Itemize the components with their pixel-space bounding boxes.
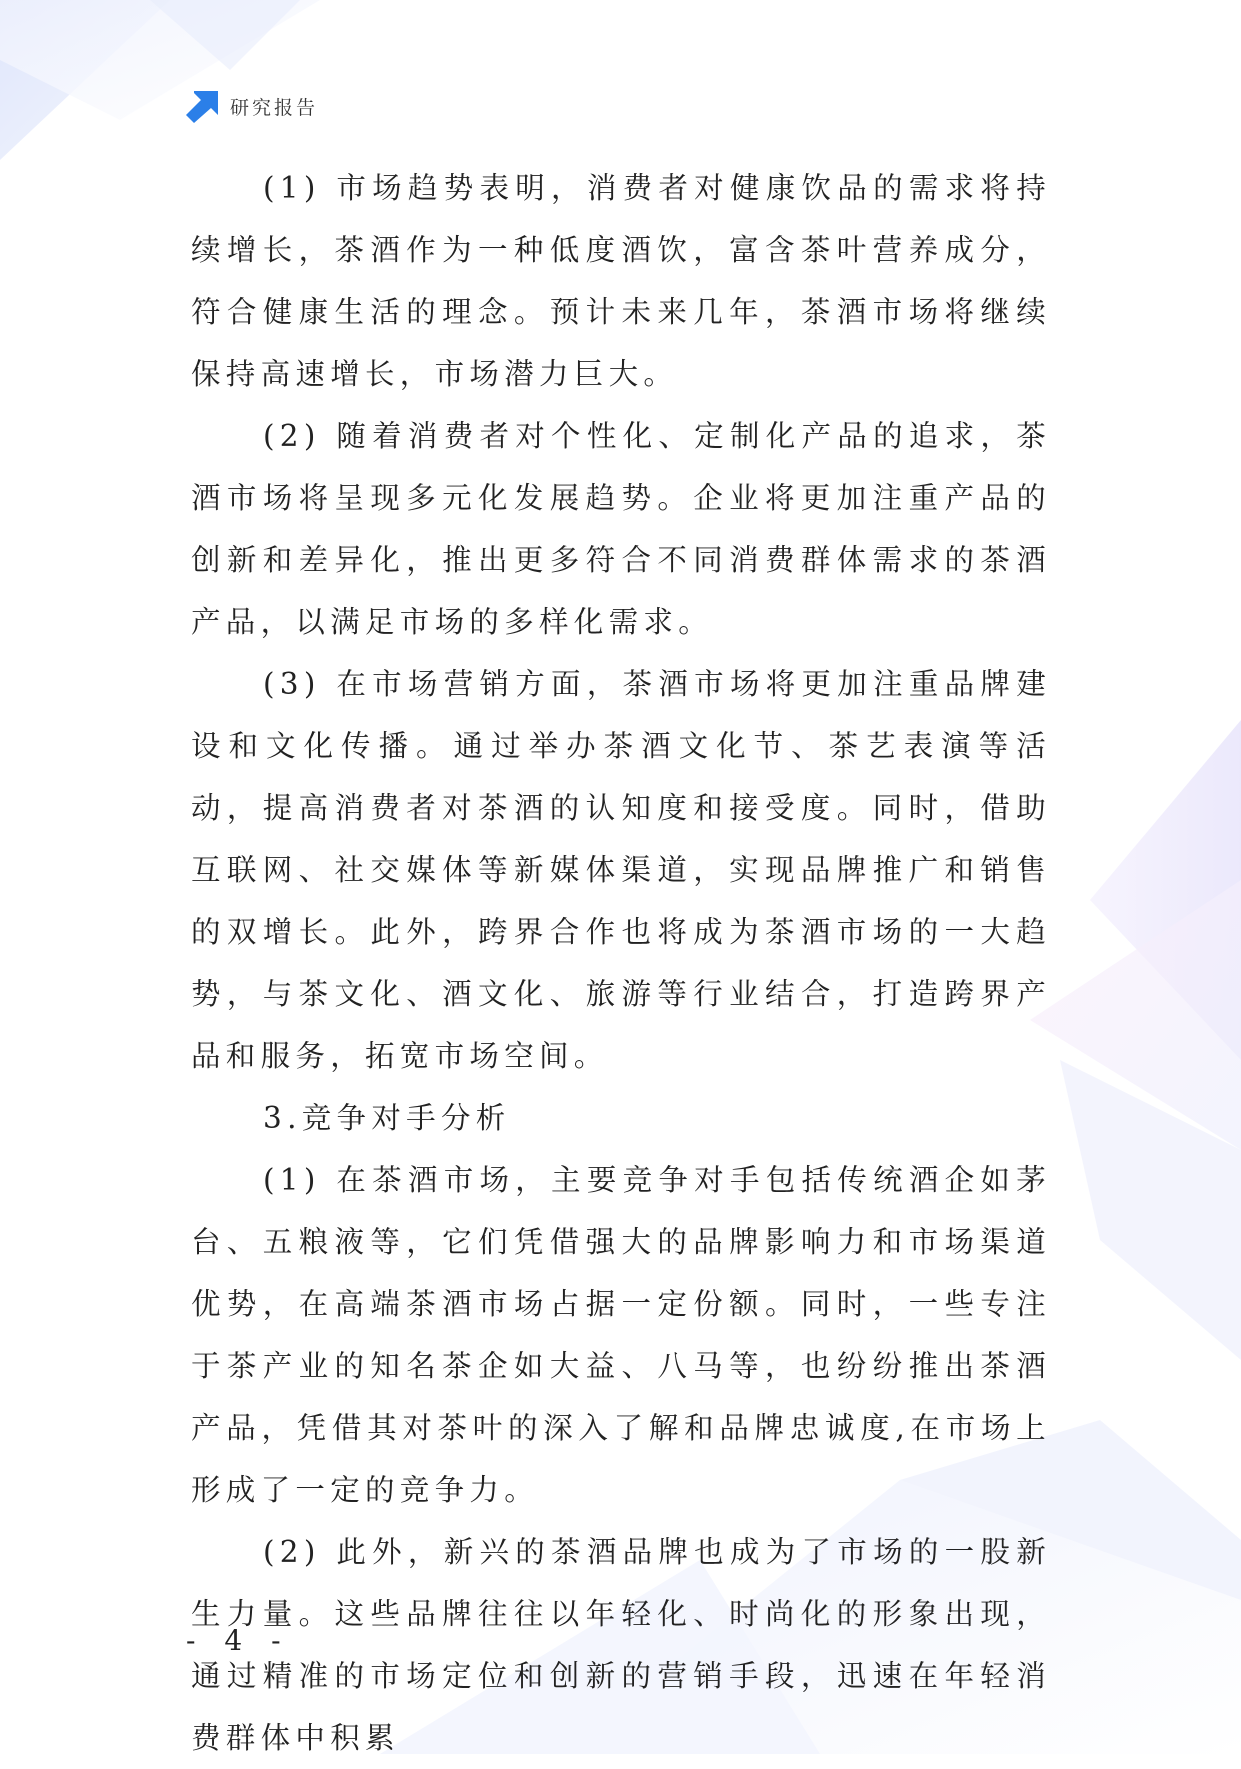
arrow-up-right-icon — [186, 89, 220, 123]
section-heading: 3.竞争对手分析 — [263, 1101, 511, 1135]
page-number: - 4 - — [186, 1624, 291, 1657]
report-header — [186, 88, 318, 124]
header-title: 研究报告 — [230, 96, 319, 119]
paragraph-competitor-1: (1) 在茶酒市场，主要竞争对手包括传统酒企如茅台、五粮液等，它们凭借强大的品牌影响力和市场渠道优势，在高端茶酒市场占据一定份额。同时，一些专注于茶产业的知名茶企如大益、八马等，也纷纷推出茶酒产品，凭借其对茶叶的深入了解和品牌忠诚度,在市场上形成了一定的竞争力。 — [191, 1163, 1051, 1507]
paragraph-trend-2: (2) 随着消费者对个性化、定制化产品的追求，茶酒市场将呈现多元化发展趋势。企业将更加注重产品的创新和差异化，推出更多符合不同消费群体需求的茶酒产品，以满足市场的多样化需求。 — [191, 419, 1051, 639]
paragraph-trend-3: (3) 在市场营销方面，茶酒市场将更加注重品牌建设和文化传播。通过举办茶酒文化节、茶艺表演等活动，提高消费者对茶酒的认知度和接受度。同时，借助互联网、社交媒体等新媒体渠道，实现品牌推广和销售的双增长。此外，跨界合作也将成为茶酒市场的一大趋势，与茶文化、酒文化、旅游等行业结合，打造跨界产品和服务，拓宽市场空间。 — [191, 667, 1051, 1073]
document-body — [191, 157, 1051, 1769]
paragraph-competitor-2: (2) 此外，新兴的茶酒品牌也成为了市场的一股新生力量。这些品牌往往以年轻化、时尚化的形象出现，通过精准的市场定位和创新的营销手段，迅速在年轻消费群体中积累 — [191, 1535, 1051, 1755]
paragraph-trend-1: (1) 市场趋势表明，消费者对健康饮品的需求将持续增长，茶酒作为一种低度酒饮，富含茶叶营养成分，符合健康生活的理念。预计未来几年，茶酒市场将继续保持高速增长，市场潜力巨大。 — [191, 171, 1051, 391]
